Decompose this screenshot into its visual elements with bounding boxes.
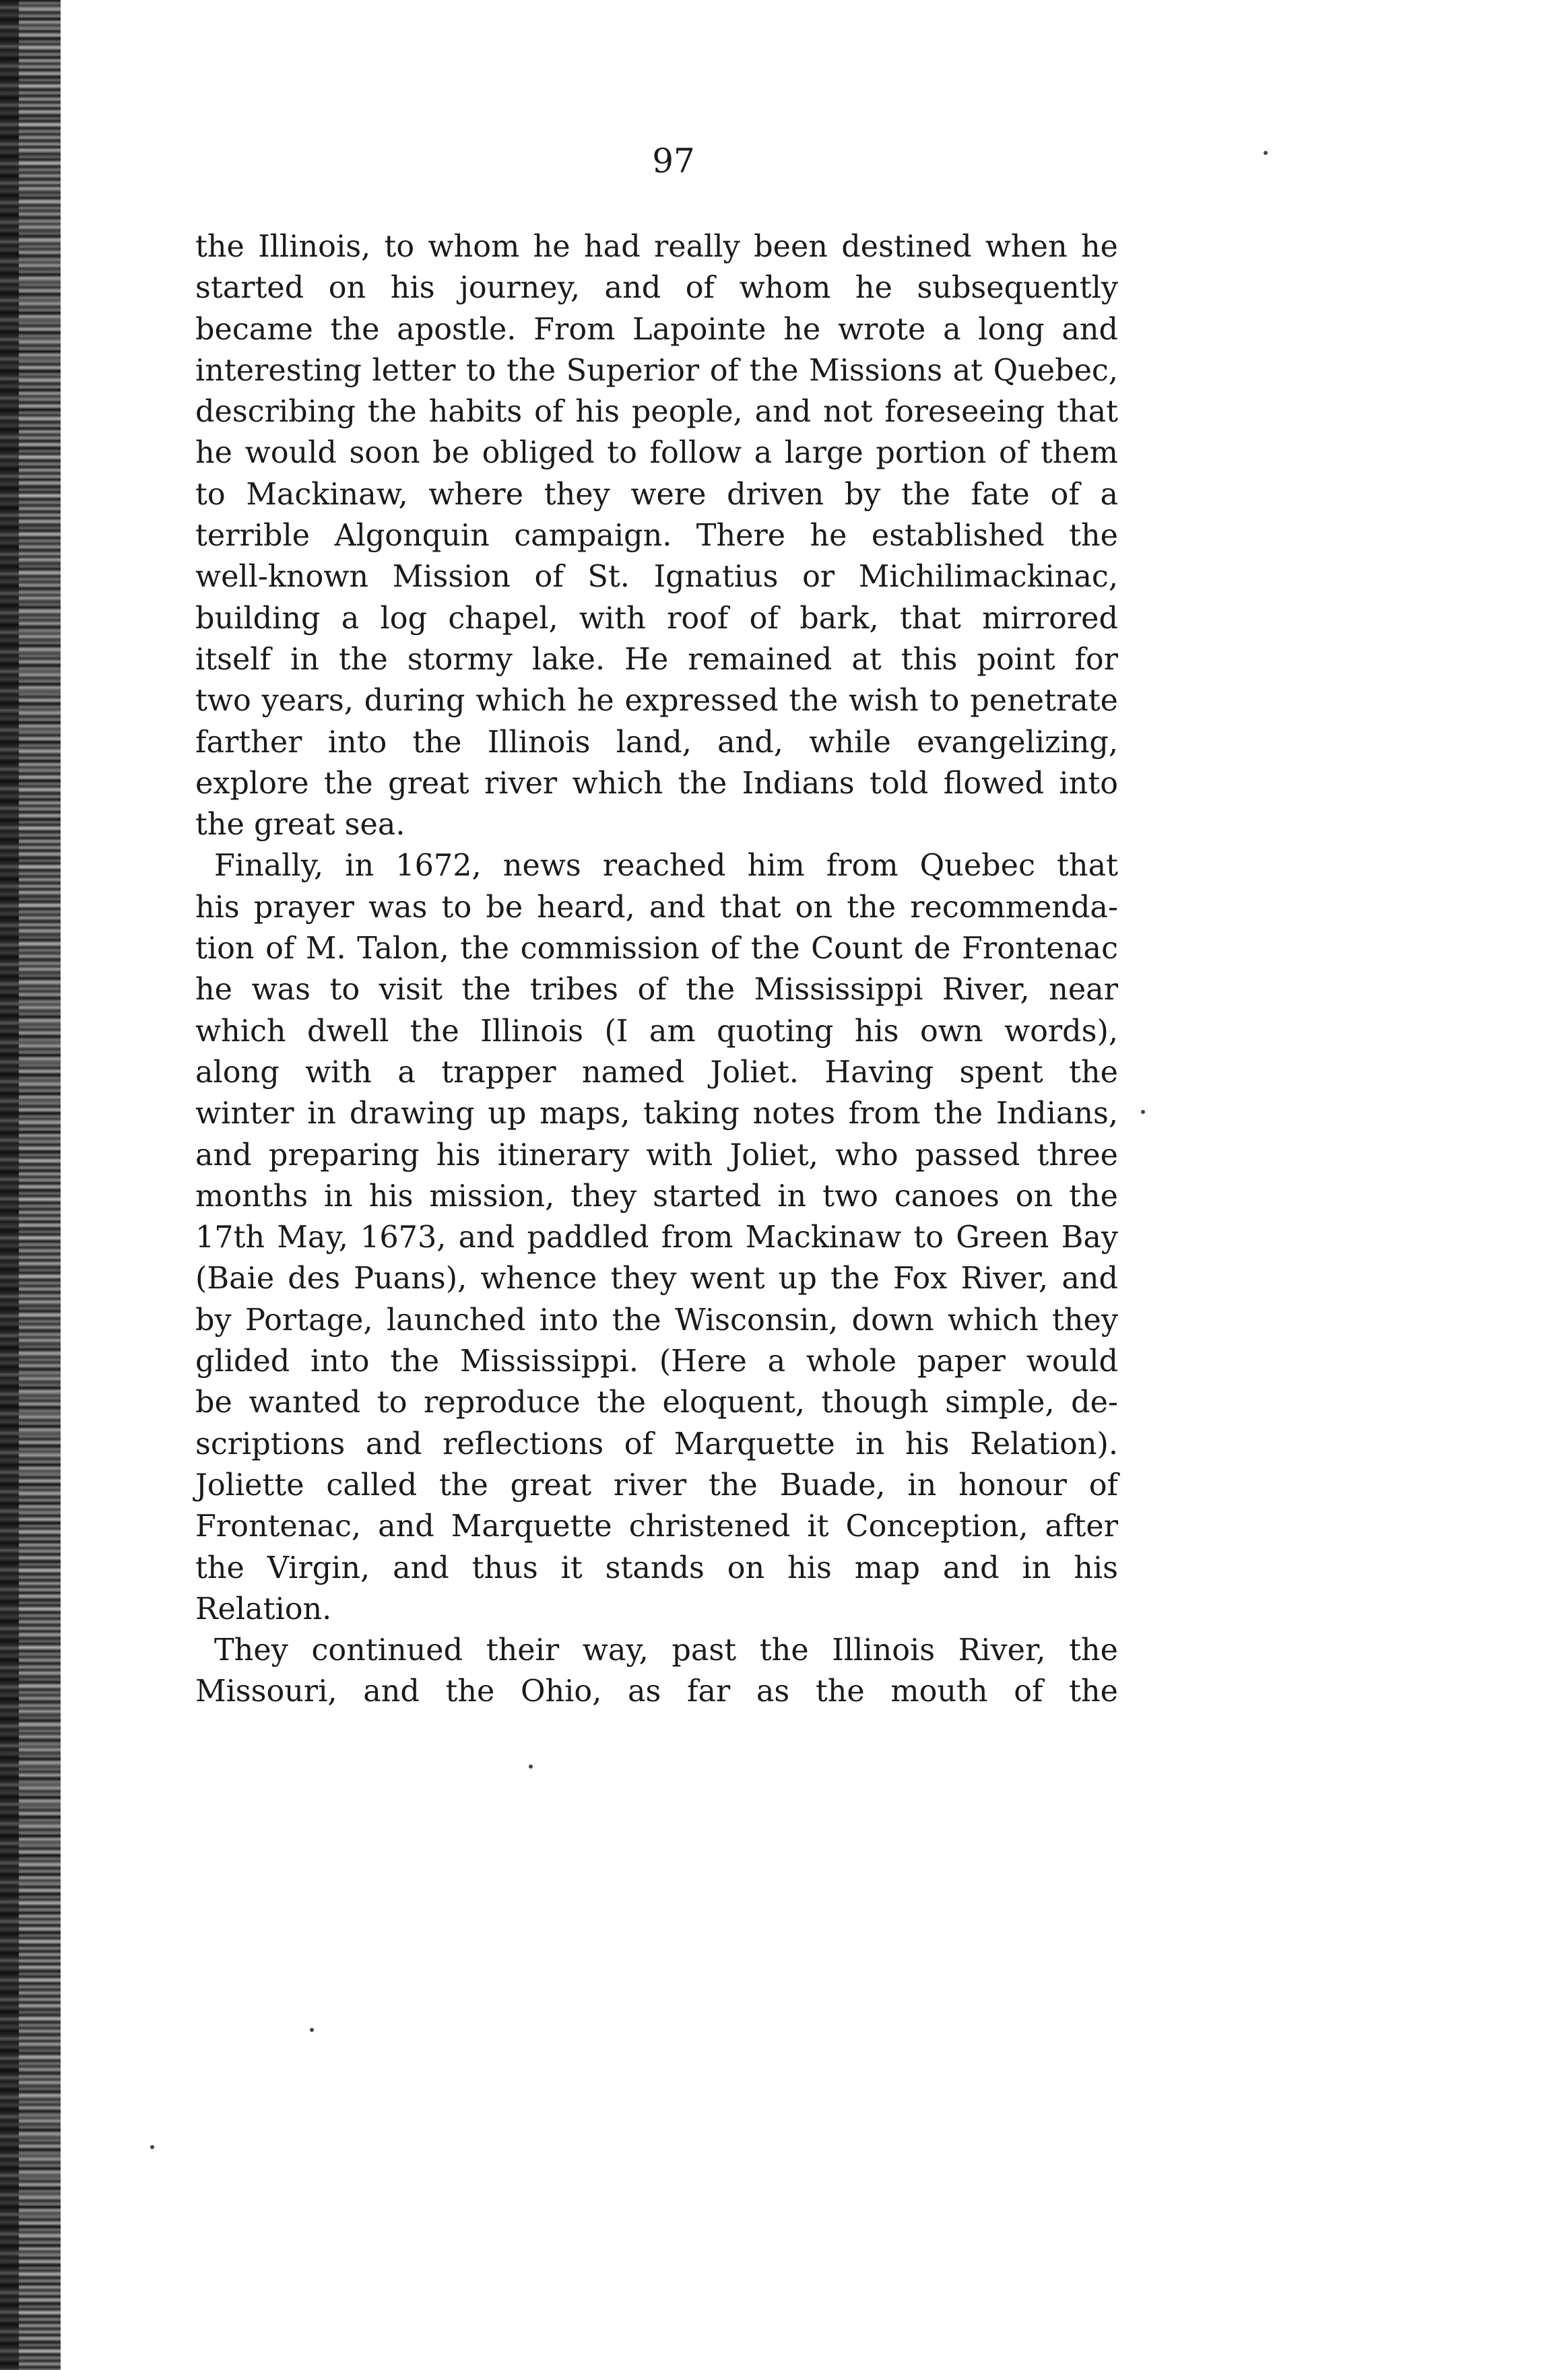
- text-line: his prayer was to be heard, and that on the recommenda-: [195, 890, 1118, 925]
- text-line: winter in drawing up maps, taking notes from the Indians,: [195, 1096, 1118, 1131]
- text-line: the Illinois, to whom he had really been destined when he: [195, 230, 1118, 264]
- text-line: by Portage, launched into the Wisconsin, down which they: [195, 1303, 1118, 1338]
- text-line: which dwell the Illinois (I am quoting his own words),: [195, 1014, 1118, 1049]
- text-line: farther into the Illinois land, and, while evangelizing,: [195, 725, 1118, 760]
- page-binding-edge: [0, 0, 61, 2370]
- text-line: he would soon be obliged to follow a large portion of them: [195, 436, 1118, 471]
- print-speck: [1264, 151, 1268, 155]
- print-speck: [310, 2028, 314, 2032]
- text-line: became the apostle. From Lapointe he wrote a long and: [195, 312, 1118, 347]
- paragraph-2: [195, 845, 1118, 886]
- paragraph-1: [195, 226, 1118, 845]
- text-line: scriptions and reflections of Marquette in his Relation).: [195, 1426, 1118, 1461]
- text-line: 17th May, 1673, and paddled from Mackinaw to Green Bay: [195, 1220, 1118, 1255]
- text-line: Missouri, and the Ohio, as far as the mouth of the: [195, 1674, 1118, 1709]
- text-line: glided into the Mississippi. (Here a whole paper would: [195, 1344, 1118, 1379]
- paragraph-3: [195, 1630, 1118, 1671]
- text-line: the great sea.: [195, 808, 405, 843]
- page-number: 97: [652, 141, 695, 180]
- text-line: Finally, in 1672, news reached him from Quebec that: [214, 849, 1118, 884]
- text-line: They continued their way, past the Illinois River, the: [214, 1633, 1118, 1668]
- text-line: to Mackinaw, where they were driven by the fate of a: [195, 477, 1118, 512]
- text-line: (Baie des Puans), whence they went up the Fox River, and: [195, 1261, 1118, 1296]
- text-line: and preparing his itinerary with Joliet, who passed three: [195, 1138, 1118, 1173]
- print-speck: [529, 1765, 533, 1769]
- paragraph-2-body: [195, 887, 1118, 1630]
- text-line: months in his mission, they started in two canoes on the: [195, 1179, 1118, 1214]
- print-speck: [150, 2145, 154, 2149]
- text-line: Relation.: [195, 1591, 332, 1626]
- text-line: he was to visit the tribes of the Mississippi River, near: [195, 973, 1118, 1008]
- text-line: started on his journey, and of whom he subsequently: [195, 271, 1118, 306]
- text-line: building a log chapel, with roof of bark, that mirrored: [195, 601, 1118, 636]
- body-text: [195, 226, 1118, 1713]
- text-line: along with a trapper named Joliet. Having spent the: [195, 1055, 1118, 1090]
- text-line: Joliette called the great river the Buade, in honour of: [195, 1468, 1118, 1503]
- text-line: be wanted to reproduce the eloquent, though simple, de-: [195, 1385, 1118, 1420]
- text-line: well-known Mission of St. Ignatius or Michilimackinac,: [195, 560, 1118, 595]
- text-line: tion of M. Talon, the commission of the Count de Frontenac: [195, 931, 1118, 966]
- text-line: itself in the stormy lake. He remained at this point for: [195, 642, 1118, 677]
- text-line: Frontenac, and Marquette christened it Conception, after: [195, 1509, 1118, 1544]
- text-line: explore the great river which the Indians told flowed into: [195, 766, 1118, 801]
- text-line: terrible Algonquin campaign. There he established the: [195, 519, 1118, 554]
- text-line: the Virgin, and thus it stands on his map and in his: [195, 1550, 1118, 1585]
- text-line: interesting letter to the Superior of the Missions at Quebec,: [195, 353, 1118, 388]
- text-line: describing the habits of his people, and not foreseeing that: [195, 395, 1118, 430]
- paragraph-3-body: [195, 1671, 1118, 1712]
- print-speck: [1141, 1110, 1145, 1114]
- text-line: two years, during which he expressed the wish to penetrate: [195, 684, 1118, 719]
